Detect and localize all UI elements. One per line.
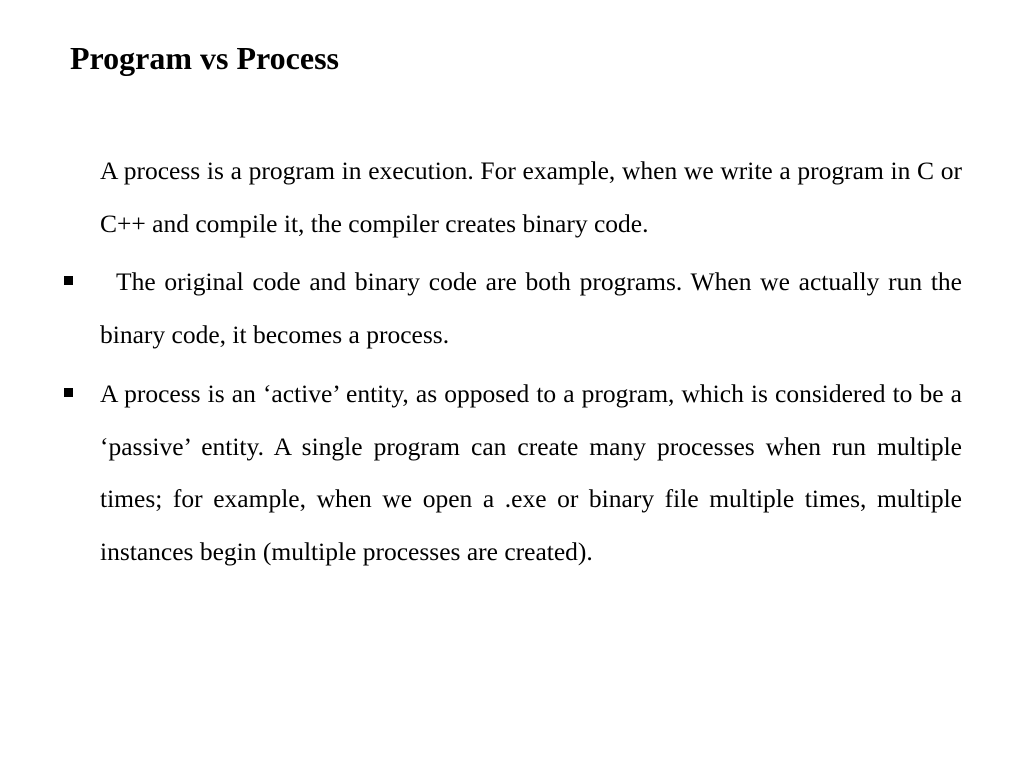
intro-paragraph: A process is a program in execution. For example, when we write a program in C or C++ and compile it, the compiler creates binary code. — [100, 156, 962, 238]
bullet-text: The original code and binary code are both programs. When we actually run the binary code, it becomes a process. — [100, 267, 962, 350]
bullet-text: A process is an ‘active’ entity, as opposed to a program, which is considered to be a ‘passive’ entity. A single program can create many processes when run multiple times; for example, when we open a .exe or binary file multiple times, multiple instances begin (multiple processes are created). — [100, 378, 962, 566]
slide-body — [100, 145, 962, 585]
slide-title: Program vs Process — [70, 40, 339, 76]
square-bullet-icon — [64, 276, 73, 285]
square-bullet-icon — [64, 388, 73, 397]
bullet-item-original-code — [100, 256, 962, 361]
bullet-item-active-entity — [100, 368, 962, 579]
